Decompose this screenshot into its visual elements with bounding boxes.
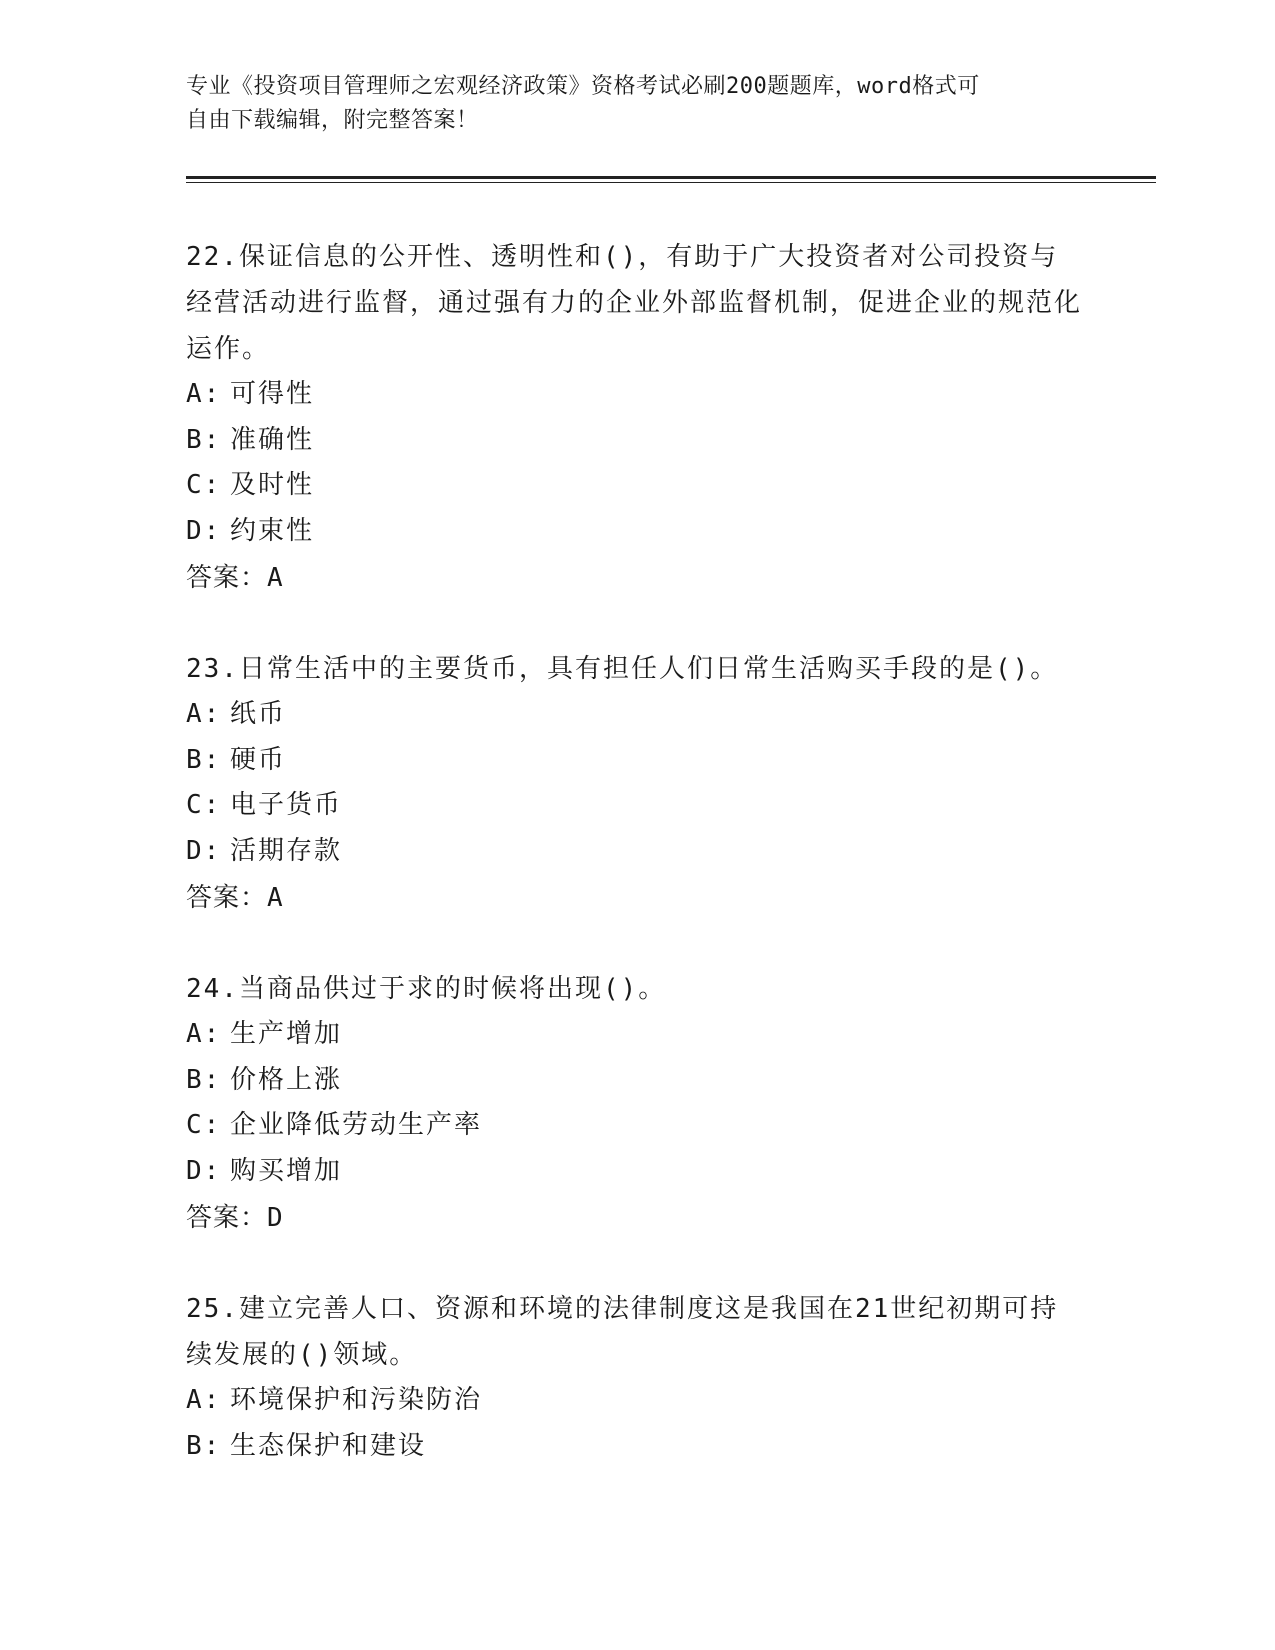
- option-a: [186, 372, 1086, 418]
- option-d: [186, 509, 1086, 555]
- option-text: 生产增加: [230, 1019, 343, 1049]
- option-letter: D:: [186, 515, 222, 546]
- option-text: 电子货币: [230, 790, 343, 820]
- option-c: [186, 1103, 1086, 1149]
- header-divider-thick: [186, 176, 1156, 179]
- option-c: [186, 463, 1086, 509]
- option-letter: C:: [186, 1110, 222, 1140]
- answer-value: D: [267, 1203, 284, 1233]
- option-text: 可得性: [230, 379, 315, 409]
- option-letter: B:: [186, 424, 222, 455]
- option-letter: D:: [186, 1155, 222, 1186]
- header-line-2: 自由下载编辑，附完整答案！: [186, 108, 479, 133]
- answer-label: 答案：: [186, 1202, 268, 1232]
- option-letter: A:: [186, 699, 222, 729]
- option-letter: A:: [186, 1385, 222, 1415]
- answer-label: 答案：: [186, 882, 268, 912]
- answer-label: 答案：: [186, 562, 268, 592]
- question-25: [186, 1286, 1086, 1469]
- option-d: [186, 1149, 1086, 1195]
- answer-line: [186, 1194, 1086, 1241]
- question-text: 24.当商品供过于求的时候将出现()。: [186, 974, 667, 1004]
- option-text: 价格上涨: [230, 1064, 343, 1095]
- header-line-1: 专业《投资项目管理师之宏观经济政策》资格考试必刷200题题库，word格式可: [186, 74, 980, 99]
- document-header: [186, 70, 1086, 138]
- option-text: 企业降低劳动生产率: [230, 1110, 483, 1140]
- option-letter: C:: [186, 790, 222, 820]
- option-text: 环境保护和污染防治: [230, 1385, 483, 1415]
- answer-value: A: [267, 563, 284, 593]
- option-letter: A:: [186, 1019, 222, 1049]
- option-text: 购买增加: [230, 1155, 343, 1186]
- option-a: [186, 1012, 1086, 1058]
- option-text: 生态保护和建设: [230, 1430, 427, 1461]
- question-22: [186, 234, 1086, 601]
- option-text: 及时性: [230, 470, 315, 500]
- option-a: [186, 1378, 1086, 1424]
- option-letter: A:: [186, 379, 222, 409]
- option-text: 纸币: [230, 699, 287, 729]
- question-24: [186, 966, 1086, 1241]
- question-text: 22.保证信息的公开性、透明性和()，有助于广大投资者对公司投资与经营活动进行监督，通过强有力的企业外部监督机制，促进企业的规范化运作。: [186, 242, 1083, 364]
- answer-value: A: [267, 883, 284, 913]
- answer-line: [186, 554, 1086, 601]
- header-divider-thin: [186, 182, 1156, 183]
- option-letter: B:: [186, 1064, 222, 1095]
- option-text: 准确性: [230, 424, 315, 455]
- option-a: [186, 692, 1086, 738]
- answer-line: [186, 874, 1086, 921]
- option-b: [186, 418, 1086, 464]
- option-text: 活期存款: [230, 835, 343, 866]
- option-c: [186, 783, 1086, 829]
- option-letter: C:: [186, 470, 222, 500]
- question-text: 25.建立完善人口、资源和环境的法律制度这是我国在21世纪初期可持续发展的()领域。: [186, 1294, 1059, 1370]
- option-b: [186, 1424, 1086, 1470]
- option-b: [186, 1058, 1086, 1104]
- option-d: [186, 829, 1086, 875]
- question-list: [186, 234, 1086, 1514]
- option-b: [186, 738, 1086, 784]
- question-text: 23.日常生活中的主要货币，具有担任人们日常生活购买手段的是()。: [186, 654, 1059, 684]
- option-letter: B:: [186, 744, 222, 775]
- option-text: 约束性: [230, 515, 315, 546]
- option-text: 硬币: [230, 744, 287, 775]
- option-letter: B:: [186, 1430, 222, 1461]
- question-23: [186, 646, 1086, 921]
- option-letter: D:: [186, 835, 222, 866]
